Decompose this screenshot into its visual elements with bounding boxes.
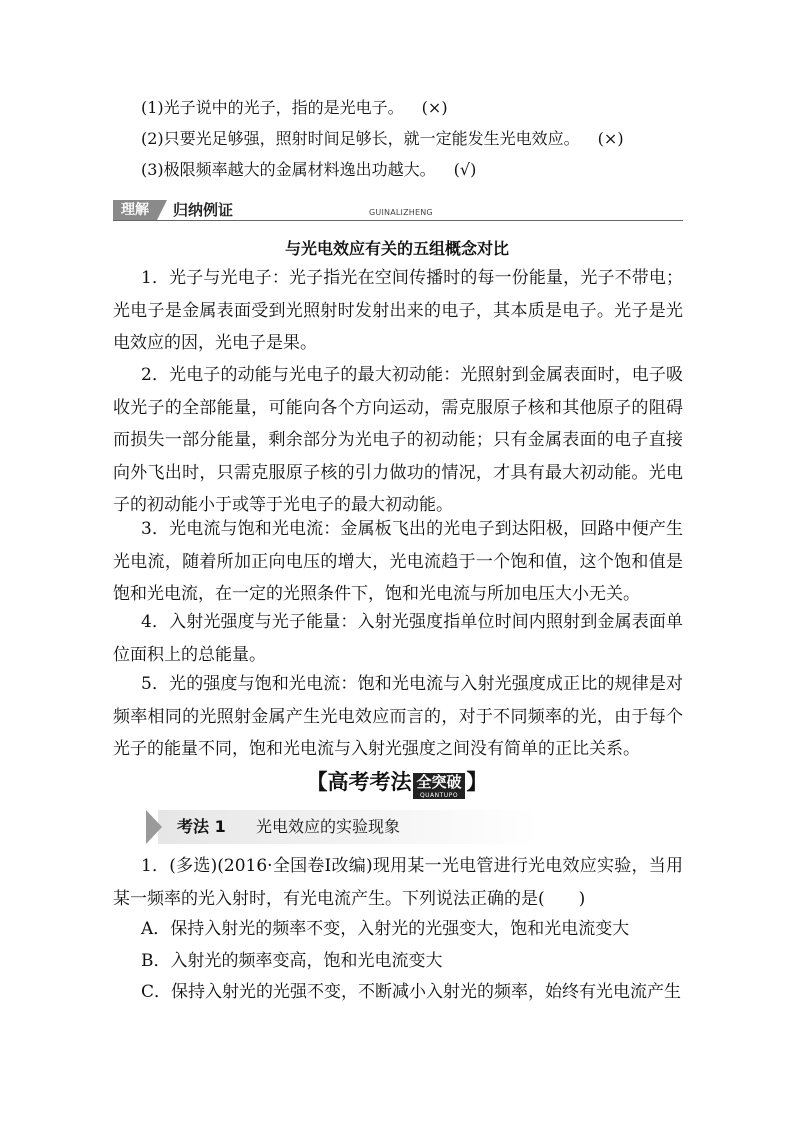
paragraph-1-text: 1．光子与光电子：光子指光在空间传播时的每一份能量，光子不带电；光电子是金属表面受到光照射时发射出来的电子，其本质是电子。光子是光电效应的因，光电子是果。 (113, 268, 683, 353)
banner-box-text: 全突破 (416, 773, 462, 791)
banner-right: 】 (466, 770, 488, 794)
judgment-2-mark: (×) (597, 129, 624, 148)
paragraph-4 (113, 606, 683, 671)
banner-box (413, 773, 464, 799)
judgment-3-mark: (√) (453, 160, 477, 179)
method-header (146, 810, 706, 844)
paragraph-3 (113, 513, 683, 611)
exam-banner (0, 765, 794, 799)
judgment-2-text: (2)只要光足够强，照射时间足够长，就一定能发生光电效应。 (141, 129, 580, 148)
section-tag-slant (157, 200, 167, 220)
banner-left: 【高考考法 (306, 770, 412, 794)
section-pinyin: GUINALIZHENG (369, 208, 433, 217)
option-a: A．保持入射光的频率不变，入射光的光强变大，饱和光电流变大 (141, 919, 630, 939)
paragraph-2 (113, 359, 683, 522)
section-header (113, 200, 683, 222)
method-text: 光电效应的实验现象 (256, 817, 401, 836)
paragraph-4-text: 4．入射光强度与光子能量：入射光强度指单位时间内照射到金属表面单位面积上的总能量。 (113, 612, 683, 665)
question-stem-text: 1．(多选)(2016·全国卷Ⅰ改编)现用某一光电管进行光电效应实验，当用某一频率的光入射时，有光电流产生。下列说法正确的是( ) (113, 856, 683, 909)
paragraph-1 (113, 262, 683, 360)
section-rule (113, 220, 683, 221)
method-label: 考法 1 (177, 817, 226, 836)
judgment-3 (141, 159, 476, 181)
concept-title: 与光电效应有关的五组概念对比 (284, 239, 509, 258)
judgment-1 (141, 97, 448, 119)
paragraph-5 (113, 668, 683, 766)
paragraph-5-text: 5．光的强度与饱和光电流：饱和光电流与入射光强度成正比的规律是对频率相同的光照射金属产生光电效应而言的，对于不同频率的光，由于每个光子的能量不同，饱和光电流与入射光强度之间没有简单的正比关系。 (113, 674, 683, 759)
option-c: C．保持入射光的光强不变，不断减小入射光的频率，始终有光电流产生 (141, 982, 682, 1002)
paragraph-2-text: 2．光电子的动能与光电子的最大初动能：光照射到金属表面时，电子吸收光子的全部能量，可能向各个方向运动，需克服原子核和其他原子的阻碍而损失一部分能量，剩余部分为光电子的初动能；只有金属表面的电子直接向外飞出时，只需克服原子核的引力做功的情况，才具有最大初动能。光电子的初动能小于或等于光电子的最大初动能。 (113, 365, 683, 515)
judgment-2 (141, 128, 624, 150)
banner-box-sub: QUANTUPO (419, 792, 459, 799)
judgment-1-mark: (×) (421, 98, 448, 117)
option-b: B．入射光的频率变高，饱和光电流变大 (141, 951, 443, 971)
judgment-1-text: (1)光子说中的光子，指的是光电子。 (141, 98, 404, 117)
paragraph-3-text: 3．光电流与饱和光电流：金属板飞出的光电子到达阳极，回路中便产生光电流，随着所加正向电压的增大，光电流趋于一个饱和值，这个饱和值是饱和光电流，在一定的光照条件下，饱和光电流与所加电压大小无关。 (113, 519, 683, 604)
section-title: 归纳例证 (173, 201, 234, 219)
judgment-3-text: (3)极限频率越大的金属材料逸出功越大。 (141, 160, 436, 179)
method-arrow-icon (146, 810, 162, 844)
section-tag: 理解 (113, 200, 157, 220)
question-stem (113, 850, 683, 915)
